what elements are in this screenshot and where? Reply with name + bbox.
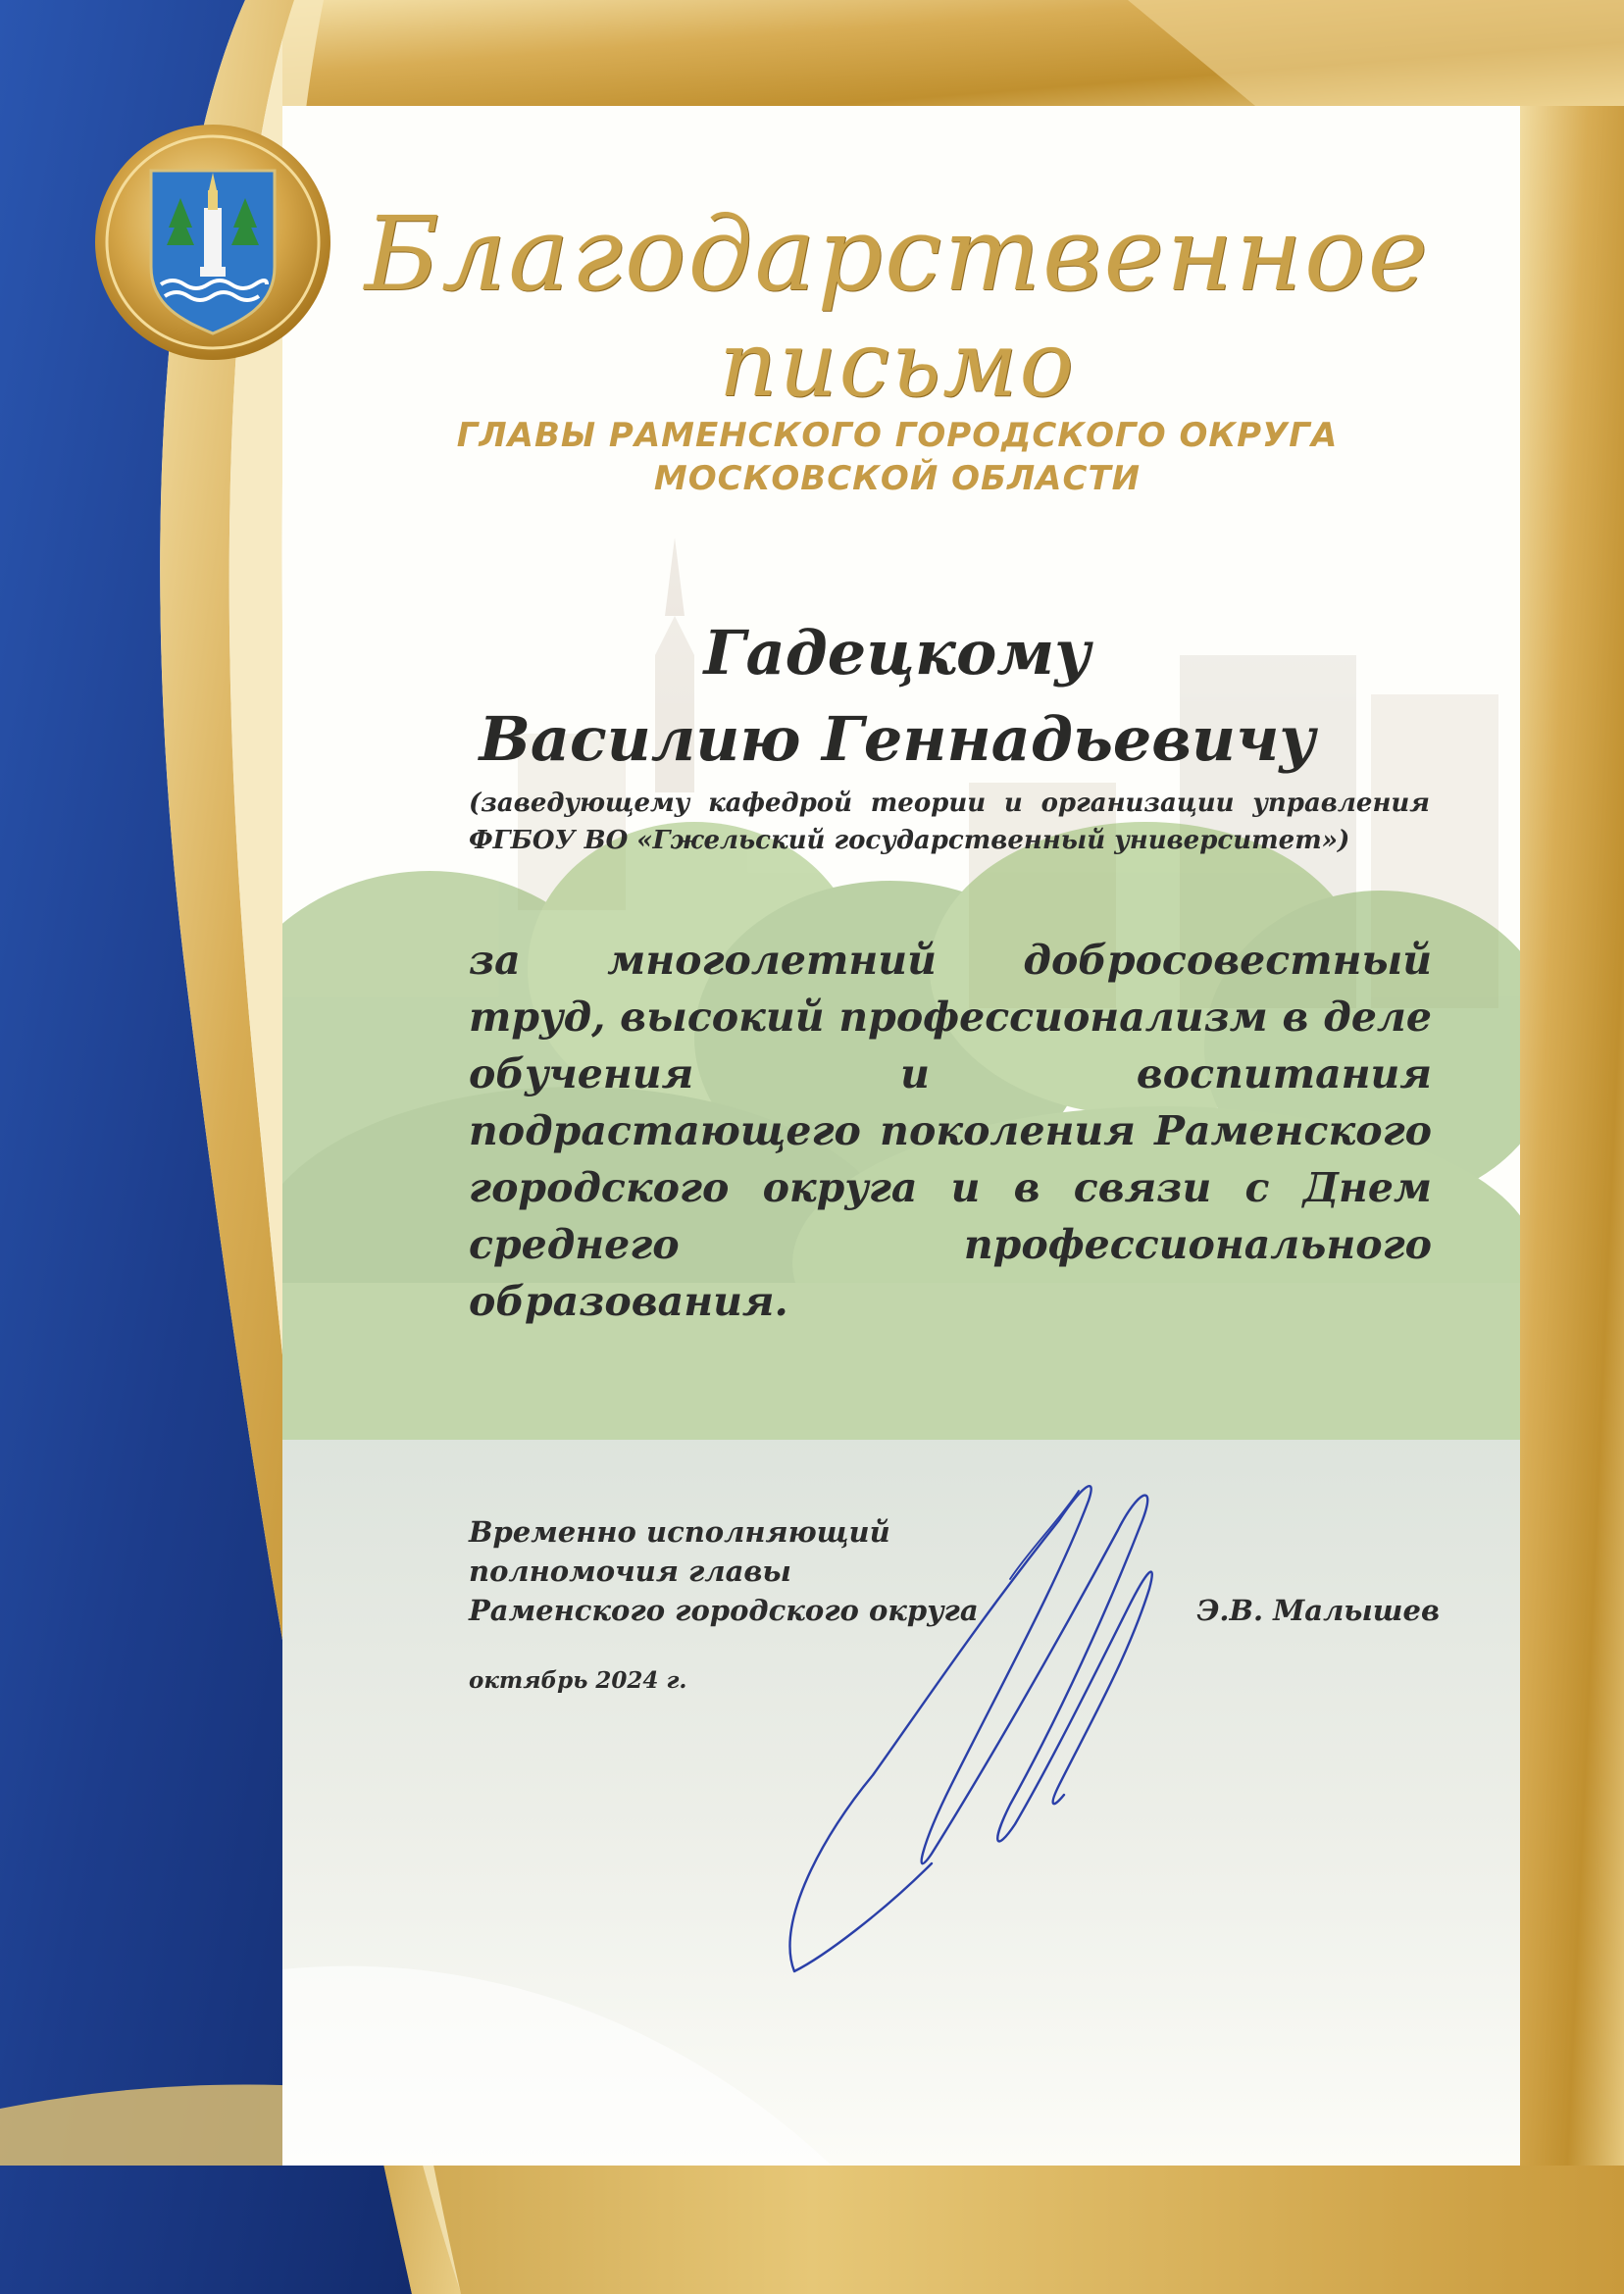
handwritten-signature <box>765 1461 1275 1991</box>
recipient-position: (заведующему кафедрой теории и организации управления ФГБОУ ВО «Гжельский государственный университет») <box>469 789 1430 855</box>
letter-title-line1: Благодарственное <box>364 194 1431 314</box>
signatory-title-line1: Временно исполняющий <box>469 1515 890 1549</box>
signatory-name: Э.В. Малышев <box>1196 1594 1440 1627</box>
signatory-title-line3: Раменского городского округа <box>469 1594 979 1627</box>
letter-title-line2: письмо <box>719 312 1076 417</box>
recipient-name: Василию Геннадьевичу <box>479 703 1316 775</box>
letter-date: октябрь 2024 г. <box>469 1667 687 1694</box>
signatory-title-line2: полномочия главы <box>469 1555 791 1588</box>
issuer-line2: МОСКОВСКОЙ ОБЛАСТИ <box>653 459 1142 498</box>
letter-body: за многолетний добросовестный труд, высокий профессионализм в деле обучения и воспитания подрастающего поколения Раменского городского округа и в связи с Днем среднего профессионального образования. <box>469 937 1432 1325</box>
issuer-line1: ГЛАВЫ РАМЕНСКОГО ГОРОДСКОГО ОКРУГА <box>456 416 1339 455</box>
recipient-surname: Гадецкому <box>703 617 1091 688</box>
